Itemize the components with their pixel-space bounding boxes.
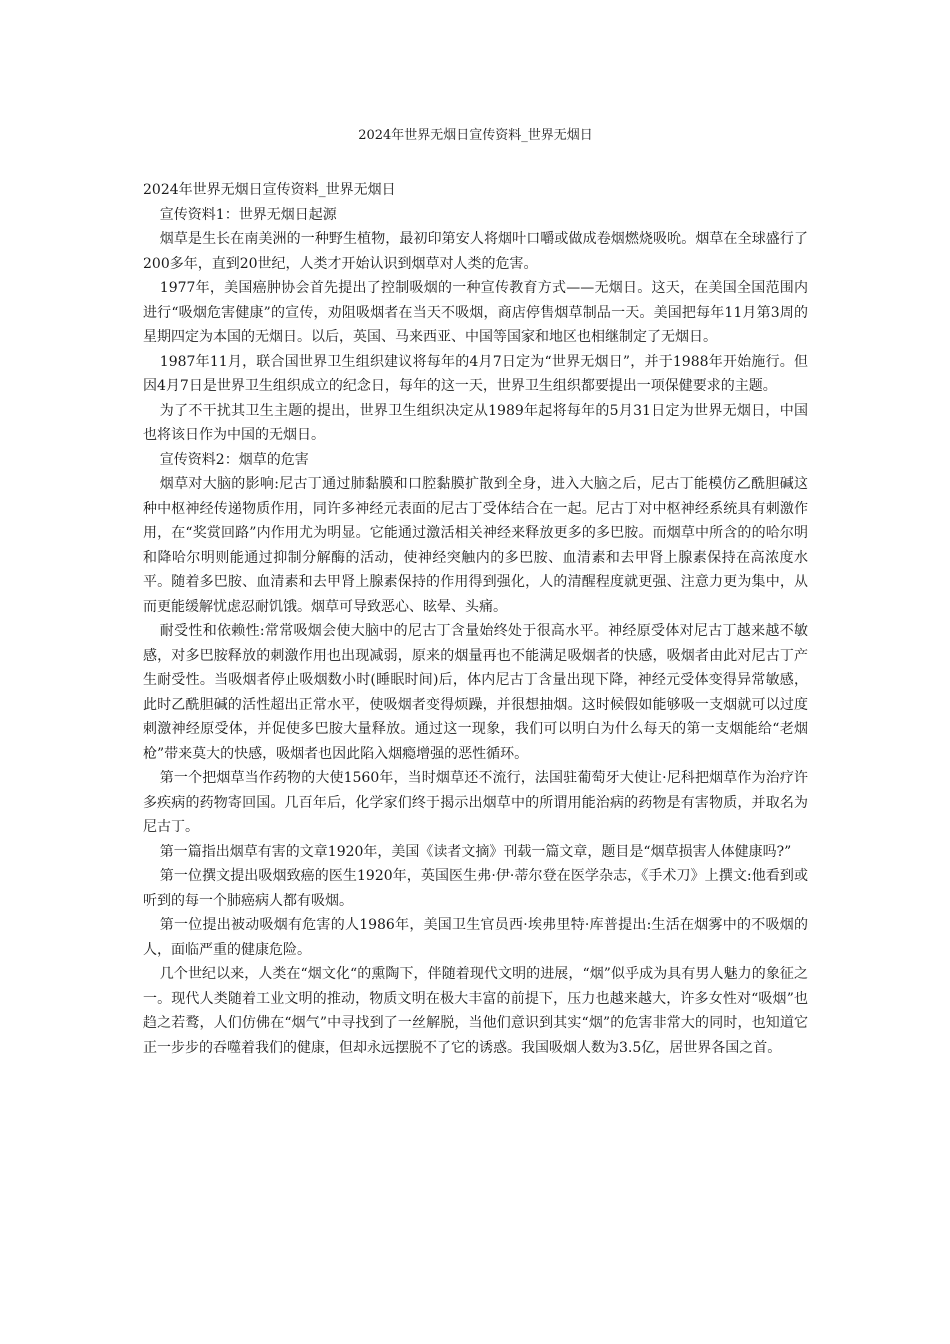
paragraph: 几个世纪以来，人类在“烟文化“的熏陶下，伴随着现代文明的进展，“烟”似乎成为具有男人魅力的象征之一。现代人类随着工业文明的推动，物质文明在极大丰富的前提下，压力也越来越大，许多女性对“吸烟”也趋之若鹜，人们仿佛在“烟气”中寻找到了一丝解脱，当他们意识到其实“烟”的危害非常大的同时，也知道它正一步步的吞噬着我们的健康，但却永远摆脱不了它的诱惑。我国吸烟人数为3.5亿，居世界各国之首。 [143, 966, 808, 1056]
body-heading: 2024年世界无烟日宣传资料_世界无烟日 [143, 182, 396, 198]
document-body [143, 178, 808, 1060]
paragraph: 烟草对大脑的影响:尼古丁通过肺黏膜和口腔黏膜扩散到全身，进入大脑之后，尼古丁能模仿乙酰胆碱这种中枢神经传递物质作用，同许多神经元表面的尼古丁受体结合在一起。尼古丁对中枢神经系统具有刺激作用，在“奖赏回路”内作用尤为明显。它能通过激活相关神经来释放更多的多巴胺。而烟草中所含的的哈尔明和降哈尔明则能通过抑制分解酶的活动，使神经突触内的多巴胺、血清素和去甲肾上腺素保持在高浓度水平。随着多巴胺、血清素和去甲肾上腺素保持的作用得到强化，人的清醒程度就更强、注意力更为集中，从而更能缓解忧虑忍耐饥饿。烟草可导致恶心、眩晕、头痛。 [143, 476, 808, 615]
paragraph: 第一个把烟草当作药物的大使1560年，当时烟草还不流行，法国驻葡萄牙大使让·尼科把烟草作为治疗许多疾病的药物寄回国。几百年后，化学家们终于揭示出烟草中的所谓用能治病的药物是有害物质，并取名为尼古丁。 [143, 770, 808, 835]
paragraph: 第一位撰文提出吸烟致癌的医生1920年，英国医生弗·伊·蒂尔登在医学杂志，《手术刀》上撰文:他看到或听到的每一个肺癌病人都有吸烟。 [143, 868, 808, 909]
document-title: 2024年世界无烟日宣传资料_世界无烟日 [358, 128, 593, 143]
paragraph: 1977年，美国癌肿协会首先提出了控制吸烟的一种宣传教育方式——无烟日。这天，在美国全国范围内进行“吸烟危害健康”的宣传，劝阻吸烟者在当天不吸烟，商店停售烟草制品一天。美国把每年11月第3周的星期四定为本国的无烟日。以后，英国、马来西亚、中国等国家和地区也相继制定了无烟日。 [143, 280, 808, 345]
paragraph: 烟草是生长在南美洲的一种野生植物，最初印第安人将烟叶口嚼或做成卷烟燃烧吸吮。烟草在全球盛行了200多年，直到20世纪，人类才开始认识到烟草对人类的危害。 [143, 231, 808, 272]
section-heading-harm: 宣传资料2：烟草的危害 [159, 451, 309, 468]
section-heading-origin: 宣传资料1：世界无烟日起源 [159, 206, 337, 223]
paragraph: 1987年11月，联合国世界卫生组织建议将每年的4月7日定为“世界无烟日”，并于1988年开始施行。但因4月7日是世界卫生组织成立的纪念日，每年的这一天，世界卫生组织都要提出一项保健要求的主题。 [143, 353, 808, 394]
paragraph: 耐受性和依赖性:常常吸烟会使大脑中的尼古丁含量始终处于很高水平。神经原受体对尼古丁越来越不敏感，对多巴胺释放的刺激作用也出现减弱，原来的烟量再也不能满足吸烟者的快感，吸烟者由此对尼古丁产生耐受性。当吸烟者停止吸烟数小时(睡眠时间)后，体内尼古丁含量出现下降，神经元受体变得异常敏感，此时乙酰胆碱的活性超出正常水平，使吸烟者变得烦躁，并很想抽烟。这时候假如能够吸一支烟就可以过度刺激神经原受体，并促使多巴胺大量释放。通过这一现象，我们可以明白为什么每天的第一支烟能给“老烟枪”带来莫大的快感，吸烟者也因此陷入烟瘾增强的恶性循环。 [143, 623, 808, 762]
paragraph: 第一位提出被动吸烟有危害的人1986年，美国卫生官员西·埃弗里特·库普提出:生活在烟雾中的不吸烟的人，面临严重的健康危险。 [143, 917, 808, 958]
paragraph: 第一篇指出烟草有害的文章1920年，美国《读者文摘》刊载一篇文章，题目是“烟草损害人体健康吗?” [159, 843, 792, 860]
paragraph: 为了不干扰其卫生主题的提出，世界卫生组织决定从1989年起将每年的5月31日定为世界无烟日，中国也将该日作为中国的无烟日。 [143, 402, 808, 443]
